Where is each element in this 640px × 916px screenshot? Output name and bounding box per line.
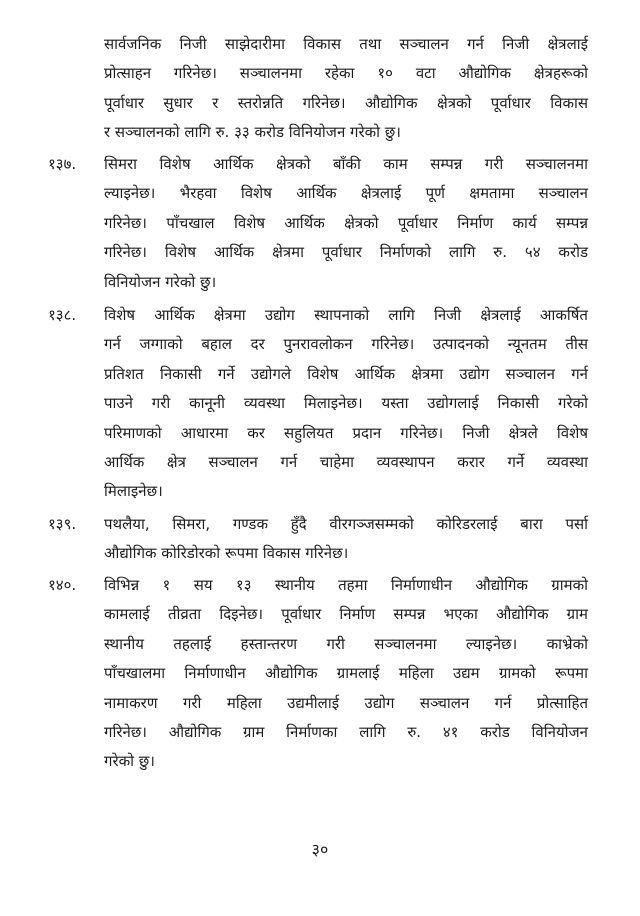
- text-line: मिलाइनेछ।: [104, 482, 163, 501]
- text-line: प्रतिशत निकासी गर्ने उद्योगले विशेष आर्थिक क्षेत्रमा उद्योग सञ्चालन गर्न: [104, 364, 588, 383]
- text-line: औद्योगिक कोरिडोरको रूपमा विकास गरिनेछ।: [104, 544, 349, 563]
- paragraph-body: [104, 301, 588, 507]
- text-line: पूर्वाधार सुधार र स्तरोन्नति गरिनेछ। औद्योगिक क्षेत्रको पूर्वाधार विकास: [104, 93, 588, 112]
- text-line: पाँचखालमा निर्माणाधीन औद्योगिक ग्रामलाई महिला उद्यम ग्रामको रूपमा: [104, 664, 588, 683]
- paragraph-140: [48, 571, 588, 777]
- text-line: गरिनेछ। पाँचखाल विशेष आर्थिक क्षेत्रको पूर्वाधार निर्माण कार्य सम्पन्न: [104, 213, 588, 232]
- text-line: विनियोजन गरेको छु।: [104, 272, 217, 291]
- paragraph-number: १३८.: [48, 306, 77, 324]
- text-line: विभिन्न १ सय १३ स्थानीय तहमा निर्माणाधीन औद्योगिक ग्रामको: [104, 576, 588, 594]
- text-line: परिमाणको आधारमा कर सहुलियत प्रदान गरिनेछ। निजी क्षेत्रले विशेष: [104, 423, 588, 442]
- text-line: र सञ्चालनको लागि रु. ३३ करोड विनियोजन गरेको छु।: [104, 123, 401, 142]
- text-line: गरेको छु।: [104, 752, 155, 771]
- paragraph-body: [104, 571, 588, 777]
- text-line: आर्थिक क्षेत्र सञ्चालन गर्न चाहेमा व्यवस्थापन करार गर्ने व्यवस्था: [104, 453, 588, 472]
- text-line: सिमरा विशेष आर्थिक क्षेत्रको बाँकी काम सम्पन्न गरी सञ्चालनमा: [104, 155, 588, 173]
- paragraph-body: [104, 30, 588, 148]
- paragraph-continued: [48, 30, 588, 148]
- paragraph-138: [48, 301, 588, 507]
- text-line: गरिनेछ। विशेष आर्थिक क्षेत्रमा पूर्वाधार निर्माणको लागि रु. ५४ करोड: [104, 243, 588, 262]
- text-line: पथलैया, सिमरा, गण्डक हुँदै वीरगञ्जसम्मको कोरिडरलाई बारा पर्सा: [104, 515, 588, 533]
- paragraph-body: [104, 150, 588, 297]
- text-line: विशेष आर्थिक क्षेत्रमा उद्योग स्थापनाको लागि निजी क्षेत्रलाई आकर्षित: [104, 306, 588, 324]
- text-line: पाउने गरी कानूनी व्यवस्था मिलाइनेछ। यस्ता उद्योगलाई निकासी गरेको: [104, 394, 588, 413]
- paragraph-body: [104, 510, 588, 569]
- text-line: गरिनेछ। औद्योगिक ग्राम निर्माणका लागि रु. ४१ करोड विनियोजन: [104, 723, 588, 742]
- text-line: नामाकरण गरी महिला उद्यमीलाई उद्योग सञ्चालन गर्न प्रोत्साहित: [104, 693, 588, 712]
- paragraph-number: १३९.: [48, 515, 77, 533]
- paragraph-number: १४०.: [48, 576, 77, 594]
- text-line: ल्याइनेछ। भैरहवा विशेष आर्थिक क्षेत्रलाई पूर्ण क्षमतामा सञ्चालन: [104, 184, 588, 203]
- page-number: ३०: [311, 840, 329, 859]
- text-line: सार्वजनिक निजी साझेदारीमा विकास तथा सञ्चालन गर्न निजी क्षेत्रलाई: [104, 35, 588, 53]
- text-line: गर्न जग्गाको बहाल दर पुनरावलोकन गरिनेछ। उत्पादनको न्यूनतम तीस: [104, 335, 588, 354]
- paragraph-139: [48, 510, 588, 569]
- text-line: प्रोत्साहन गरिनेछ। सञ्चालनमा रहेका १० वटा औद्योगिक क्षेत्रहरूको: [104, 64, 588, 83]
- paragraph-137: [48, 150, 588, 297]
- text-line: स्थानीय तहलाई हस्तान्तरण गरी सञ्चालनमा ल्याइनेछ। काभ्रेको: [104, 634, 588, 653]
- paragraph-number: १३७.: [48, 155, 77, 173]
- text-line: कामलाई तीव्रता दिइनेछ। पूर्वाधार निर्माण सम्पन्न भएका औद्योगिक ग्राम: [104, 605, 588, 624]
